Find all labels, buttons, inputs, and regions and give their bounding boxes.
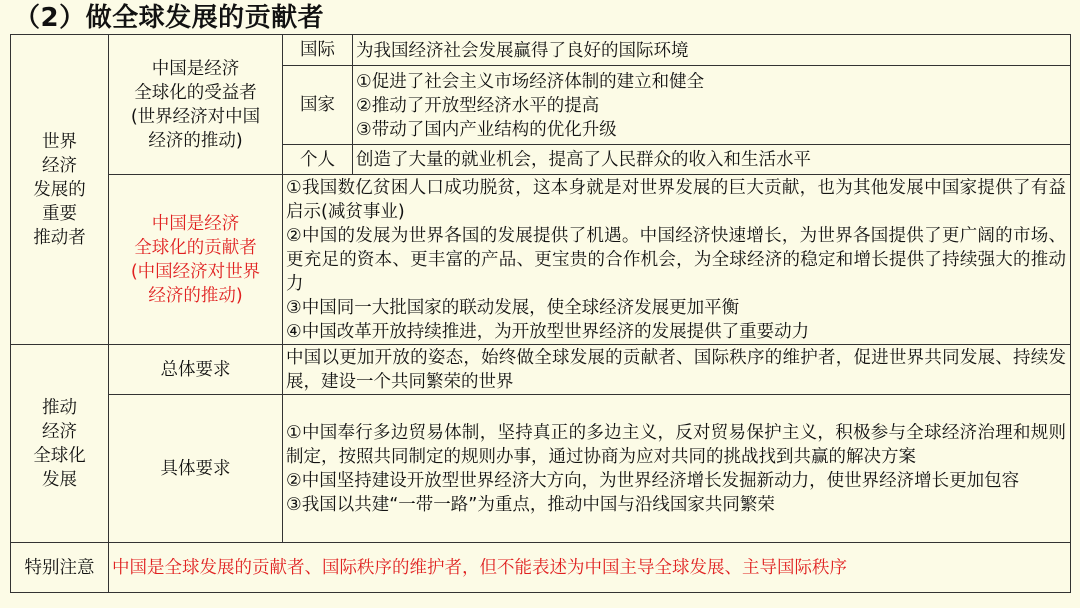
overall-requirement-label: 总体要求: [109, 345, 283, 395]
list-item: ①中国奉行多边贸易体制，坚持真正的多边主义，反对贸易保护主义，积极参与全球经济治理和规则制定，按照共同制定的规则办事，通过协商为应对共同的挑战找到共赢的解决方案: [286, 423, 1066, 467]
special-note-text: 中国是全球发展的贡献者、国际秩序的维护者，但不能表述为中国主导全球发展、主导国际秩序: [109, 543, 1071, 593]
specific-requirement-label: 具体要求: [109, 395, 283, 543]
summary-table: [10, 34, 1071, 593]
international-benefit: 为我国经济社会发展赢得了良好的国际环境: [353, 35, 1071, 66]
table-row: [11, 543, 1071, 593]
contributor-content: [283, 175, 1071, 345]
list-item: ①我国数亿贫困人口成功脱贫，这本身就是对世界发展的巨大贡献，也为其他发展中国家提供了有益启示(减贫事业): [286, 178, 1066, 222]
national-benefit: ①促进了社会主义市场经济体制的建立和健全 ②推动了开放型经济水平的提高 ③带动了国内产业结构的优化升级: [353, 66, 1071, 145]
specific-requirement-content: [283, 395, 1071, 543]
page-title: （2）做全球发展的贡献者: [14, 3, 325, 33]
individual-benefit: 创造了大量的就业机会，提高了人民群众的收入和生活水平: [353, 145, 1071, 175]
level-individual: 个人: [283, 145, 353, 175]
list-item: ③我国以共建“一带一路”为重点，推动中国与沿线国家共同繁荣: [286, 495, 775, 515]
special-note-label: 特别注意: [11, 543, 109, 593]
list-item: ③中国同一大批国家的联动发展，使全球经济发展更加平衡: [286, 298, 740, 318]
beneficiary-label: 中国是经济 全球化的受益者 (世界经济对中国 经济的推动): [109, 35, 283, 175]
level-international: 国际: [283, 35, 353, 66]
list-item: ②中国的发展为世界各国的发展提供了机遇。中国经济快速增长，为世界各国提供了更广阔的市场、更充足的资本、更丰富的产品、更宝贵的合作机会，为全球经济的稳定和增长提供了持续强大的推动力: [286, 226, 1066, 294]
table-row: [11, 395, 1071, 543]
promote-globalization-label: 推动 经济 全球化 发展: [11, 345, 109, 543]
list-item: ④中国改革开放持续推进，为开放型世界经济的发展提供了重要动力: [286, 322, 810, 342]
overall-requirement-text: 中国以更加开放的姿态，始终做全球发展的贡献者、国际秩序的维护者，促进世界共同发展、持续发展，建设一个共同繁荣的世界: [283, 345, 1071, 395]
world-economy-driver-label: 世界 经济 发展的 重要 推动者: [11, 35, 109, 345]
table-row: [11, 345, 1071, 395]
table-row: [11, 35, 1071, 66]
contributor-label: 中国是经济 全球化的贡献者 (中国经济对世界 经济的推动): [109, 175, 283, 345]
list-item: ②中国坚持建设开放型世界经济大方向，为世界经济增长发掘新动力，使世界经济增长更加包容: [286, 471, 1020, 491]
level-national: 国家: [283, 66, 353, 145]
